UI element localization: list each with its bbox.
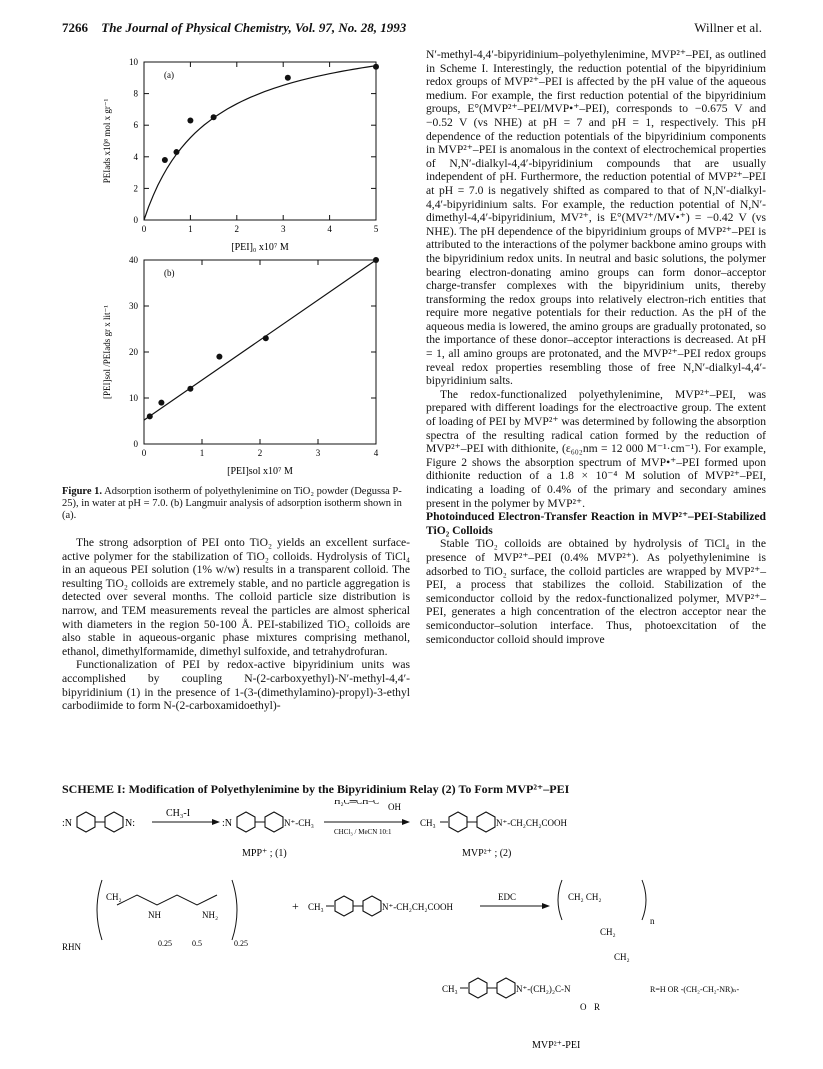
scheme-svg	[62, 800, 762, 1060]
figure-1-svg	[62, 48, 410, 488]
x-tick-label: 2	[257, 448, 263, 458]
y-tick-label: 10	[129, 57, 138, 67]
data-point	[147, 413, 153, 419]
svg-text::N: :N	[222, 818, 232, 829]
y-tick-label: 0	[133, 439, 138, 449]
panel-b	[102, 255, 379, 477]
pei-structure	[62, 880, 248, 952]
caption-text: Adsorption isotherm of polyethylenimine on TiO₂ powder (Degussa P-25), in water at pH = 7.0. (b) Langmuir analysis of adsorption isotherm shown in (a).	[62, 486, 402, 521]
paragraph: The strong adsorption of PEI onto TiO₂ yields an excellent surface-active polymer for the stabilization of TiO₂ colloids. Hydrolysis of TiCl₄ in an aqueous PEI solution (1% w/w) results in a transparent colloid. The resulting TiO₂ colloids are extremely stable, and no particle aggregation is detected over several months. The colloid particle size distribution is narrow, and TEM measurements reveal the particles are almost spherical with diameters in the region 50-100 Å. PEI-stabilized TiO₂ colloids are also stable in aqueous-organic phase mixtures comprising methanol, ethanol, dimethylformamide, dimethyl sulfoxide, and tetrahydrofuran.	[62, 536, 410, 658]
y-tick-label: 0	[133, 215, 138, 225]
figure-caption	[62, 486, 410, 522]
data-point	[187, 117, 193, 123]
svg-text:CH₂ CH₂: CH₂ CH₂	[568, 892, 602, 902]
mpp-molecule	[222, 812, 314, 859]
y-tick-label: 40	[129, 255, 138, 265]
paragraph: Stable TiO₂ colloids are obtained by hydrolysis of TiCl₄ in the presence of MVP²⁺–PEI (0.4% MVP²⁺). As polyethylenimine is adsorbed to TiO₂ surface, the colloid particles are wrapped by MVP²⁺–PEI, a process that stabilizes the colloid. Stabilization of the semiconductor colloid by the redox-functionalized polymer, MVP²⁺–PEI, generates a high concentration of the electron acceptor near the semiconductor–solution interface. Thus, photoexcitation of the semiconductor colloid should improve	[426, 537, 766, 646]
journal-title: The Journal of Physical Chemistry, Vol. 97, No. 28, 1993	[101, 20, 407, 35]
x-tick-label: 3	[280, 224, 286, 234]
x-tick-label: 5	[373, 224, 379, 234]
pei-ch2: CH₂	[106, 892, 122, 902]
x-tick-label: 4	[373, 448, 379, 458]
product-label: MVP²⁺-PEI	[532, 1040, 581, 1051]
mvp-chain: N⁺-CH₂CH₂COOH	[496, 818, 568, 828]
data-point	[187, 386, 193, 392]
data-point	[211, 114, 217, 120]
arrow-1	[152, 808, 220, 825]
data-point	[173, 149, 179, 155]
y-tick-label: 20	[129, 347, 138, 357]
bipyridine-molecule	[62, 812, 135, 832]
paragraph: The redox-functionalized polyethylenimine, MVP²⁺–PEI, was prepared with different loadings for the electroactive group. The extent of loading of PEI by MVP²⁺ was determined by following the absorption spectra of the resulting radical cation formed by the reduction of MVP²⁺–PEI with dithionite, (ε₆₀₂nm = 12 000 M⁻¹·cm⁻¹). For example, Figure 2 shows the absorption spectrum of MVP•⁺–PEI formed upon dithionite reduction of a 1.8 × 10⁻⁴ M solution of MVP²⁺–PEI, indicating a loading of 0.4% of the primary and secondary amines present in the polymer by MVP²⁺.	[426, 387, 766, 510]
y-tick-label: 2	[133, 183, 138, 194]
product-chain: N⁺-(CH₂)₂C-N	[516, 984, 571, 994]
x-axis-label: [PEI]sol x10⁷ M	[227, 466, 293, 477]
section-title: Photoinduced Electron-Transfer Reaction in MVP²⁺–PEI-Stabilized TiO₂ Colloids	[426, 510, 766, 537]
caption-label: Figure 1.	[62, 486, 103, 497]
pei-rhn: RHN	[62, 942, 82, 952]
y-tick-label: 6	[133, 120, 138, 131]
reagent-ch3i: CH₃-I	[166, 808, 191, 819]
reagent-solvent: CHCl₃ / MeCN 10:1	[334, 828, 392, 836]
panel-label: (a)	[164, 70, 174, 80]
svg-text:CH₃: CH₃	[308, 902, 324, 912]
arrow-2	[324, 800, 410, 836]
plot-frame	[144, 260, 376, 444]
scheme-1	[62, 800, 762, 1060]
repeat-n: n	[650, 916, 655, 926]
reagent-edc: EDC	[498, 892, 516, 902]
mvp-label: MVP²⁺ ; (2)	[462, 848, 512, 859]
plot-frame	[144, 62, 376, 220]
x-tick-label: 1	[199, 448, 205, 458]
pei-nh2: NH₂	[202, 910, 219, 920]
y-axis-label: [PEI]sol /PEIads gr x lit⁻¹	[102, 305, 112, 399]
plus-sign: +	[292, 899, 299, 913]
running-authors: Willner et al.	[694, 20, 762, 35]
data-point	[285, 75, 291, 81]
x-tick-label: 0	[141, 448, 147, 458]
y-tick-label: 8	[133, 88, 138, 99]
data-point	[216, 354, 222, 360]
svg-text:CH₂: CH₂	[600, 927, 616, 937]
y-tick-label: 4	[133, 151, 138, 162]
figure-1	[62, 48, 410, 488]
data-point	[373, 257, 379, 263]
mvp-ch3: CH₃	[420, 818, 436, 828]
svg-text:CH₃: CH₃	[442, 984, 458, 994]
x-tick-label: 2	[234, 224, 240, 234]
mvp-molecule	[420, 812, 568, 859]
data-point	[162, 157, 168, 163]
panel-label: (b)	[164, 268, 175, 278]
reagent-acrylic: H₂C═CH–C	[334, 800, 380, 806]
pei-nh: NH	[148, 910, 161, 920]
x-tick-label: 1	[188, 224, 193, 234]
left-column	[62, 536, 410, 713]
y-tick-label: 30	[129, 301, 138, 311]
n-right-label: N:	[125, 818, 135, 829]
data-point	[373, 64, 379, 70]
product-o: O	[580, 1002, 587, 1012]
mvp-reactant	[308, 896, 454, 916]
fit-line	[144, 260, 376, 420]
frac-3: 0.25	[234, 939, 248, 948]
svg-text:CH₂: CH₂	[614, 952, 630, 962]
paragraph: Functionalization of PEI by redox-active bipyridinium units was accomplished by coupling N-(2-carboxyethyl)-N′-methyl-4,4′-bipyridinium (1) in the presence of 1-(3-(dimethylamino)-propyl)-3-ethyl carbodiimide to form N-(2-carboxamidoethyl)-	[62, 658, 410, 713]
scheme-title: SCHEME I: Modification of Polyethylenimine by the Bipyridinium Relay (2) To Form MVP²⁺–PEI	[62, 782, 570, 796]
mpp-ch3n: N⁺-CH₃	[284, 818, 314, 828]
n-left-label: :N	[62, 818, 72, 829]
right-column	[426, 48, 766, 646]
y-axis-label: PEIads x10⁸ mol x gr⁻¹	[102, 98, 112, 184]
paragraph: N′-methyl-4,4′-bipyridinium–polyethylenimine, MVP²⁺–PEI, as outlined in Scheme I. Interestingly, the reduction potential of the bipyridinium redox groups of MVP²⁺–PEI is affected by the pH value of the aqueous medium. For example, the first reduction potential of the bipyridinium groups, E°(MVP²⁺–PEI/MVP•⁺–PEI), corresponds to −0.675 V and −0.52 V (vs NHE) at pH = 7 and pH = 1, respectively. This pH dependence of the reduction potentials of the bipyridinium components in MVP²⁺–PEI is anomalous in the context of electrochemical properties of N,N′-dialkyl-4,4′-bipyridinium compounds that are usually independent of pH. Furthermore, the reduction potential of MVP²⁺–PEI at pH = 7.0 is negatively shifted as compared to that of N,N′-dialkyl-4,4′-bipyridinium salts. For example, the reduction potential of N,N′-dimethyl-4,4′-bipyridinium, MV²⁺, is E°(MV²⁺/MV•⁺) = −0.42 V (vs NHE). The pH dependence of the bipyridinium groups of MVP²⁺–PEI is attributed to the interactions of the polymer backbone amino groups with the bipyridinium redox units. In neutral and basic solutions, the polymer bearing electron-donating amino groups can form donor–acceptor charge-transfer complexes with the bipyridinium units, thereby transforming the redox groups into relatively electron-rich entities that require more negative potentials for their reduction. As the pH of the aqueous media is lowered, the amino groups are gradually protonated, so the importance of these donor–acceptor interactions is decreased. At pH = 1, all amino groups are protonated, and the MVP²⁺–PEI redox groups reveal redox properties resembling those of free N,N′-dialkyl-4,4′-bipyridinium salts.	[426, 48, 766, 388]
x-tick-label: 0	[141, 224, 147, 234]
page-number: 7266	[62, 20, 88, 35]
panel-a	[102, 57, 379, 253]
fit-curve	[144, 66, 376, 220]
mpp-label: MPP⁺ ; (1)	[242, 848, 287, 859]
r-definition: R=H OR -(CH₂-CH₂-NR)ₙ-	[650, 985, 740, 994]
product-r: R	[594, 1002, 601, 1012]
x-tick-label: 3	[315, 448, 321, 458]
data-point	[158, 400, 164, 406]
data-point	[263, 335, 269, 341]
x-axis-label: [PEI]₀ x10⁷ M	[231, 242, 289, 253]
page-header	[62, 20, 762, 36]
y-tick-label: 10	[129, 393, 138, 403]
frac-1: 0.25	[158, 939, 172, 948]
svg-text:N⁺-CH₂CH₂COOH: N⁺-CH₂CH₂COOH	[382, 902, 454, 912]
reagent-oh: OH	[388, 802, 401, 812]
arrow-3	[480, 892, 550, 909]
frac-2: 0.5	[192, 939, 202, 948]
x-tick-label: 4	[327, 224, 332, 234]
